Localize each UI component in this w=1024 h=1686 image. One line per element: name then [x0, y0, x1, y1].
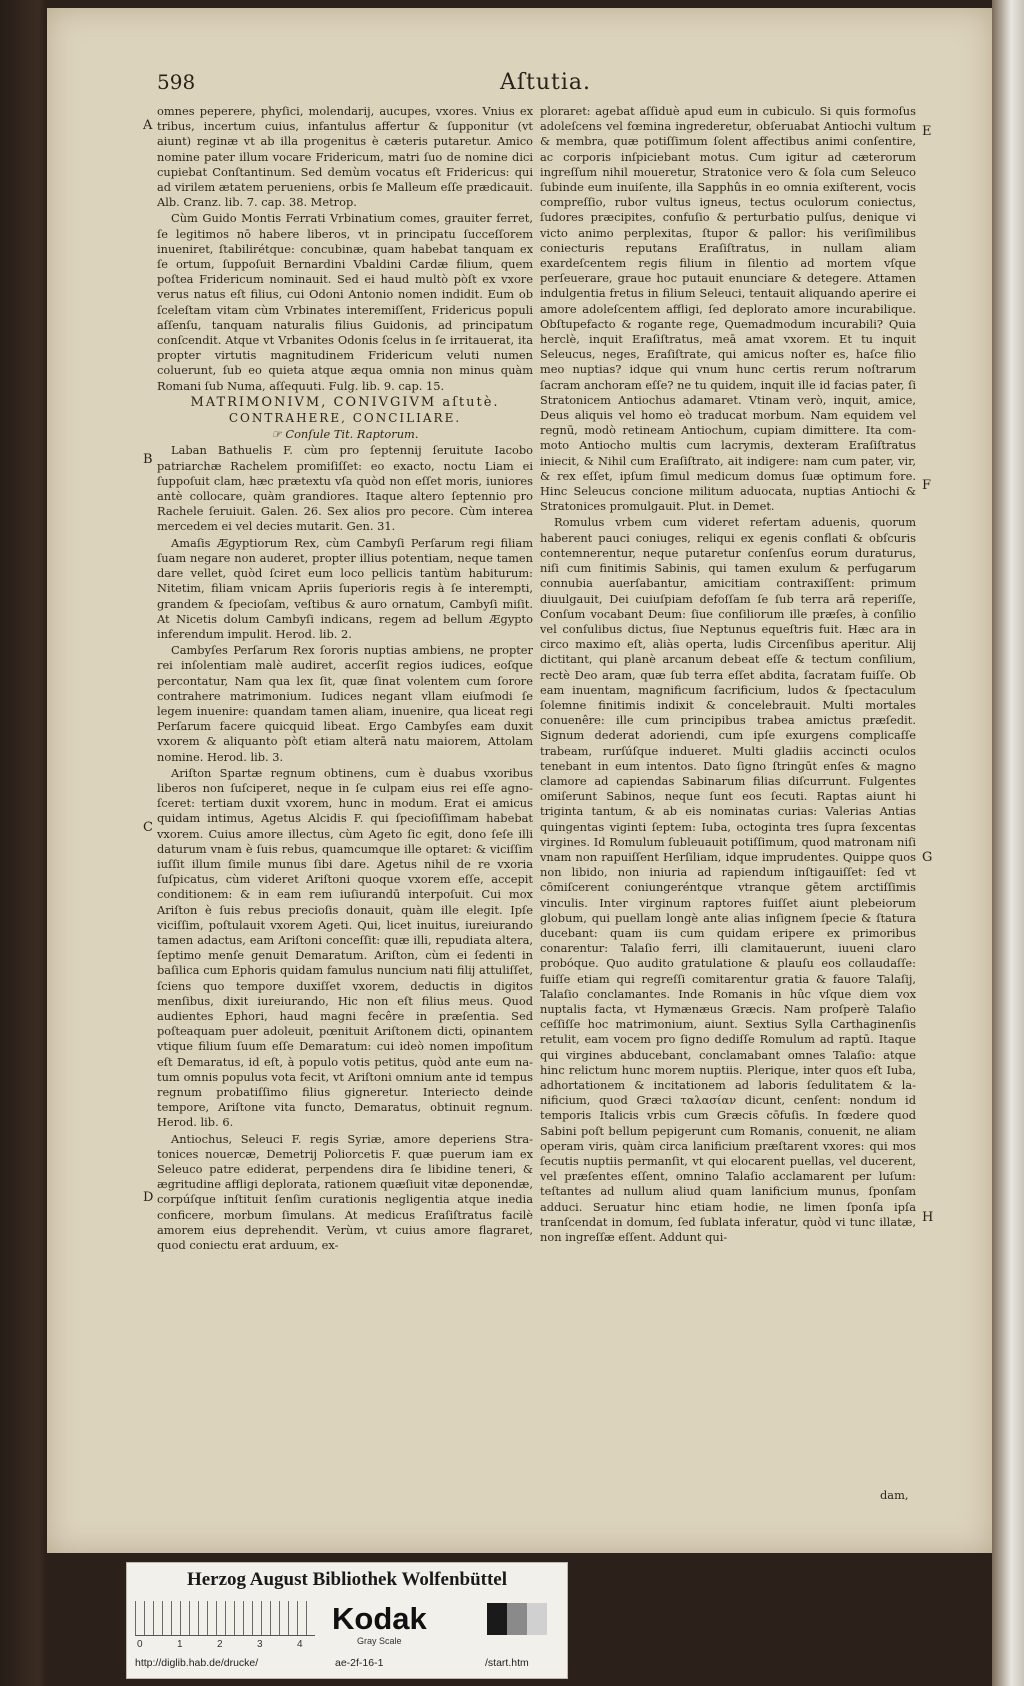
paragraph: Antiochus, Seleuci F. regis Syriæ, amore deperiens Stratonices nouercæ, Demetrij Poliorcetis F. quæ puerum iam ex Seleuco patre ediderat, perpendens dira ſe libidine teneri, & ægritudine affligi deplorata, rationem quæſiuit vitæ deponendæ, corpúſque inſtituit ſenſim curationis negligentia atque inedia conficere, morbum ſimulans. At medicus Eraſiſtratus facilè amorem eius deprehendit. Verùm, vt cuius amore flagraret, quod coniectu erat arduum, ex- [157, 1131, 533, 1253]
paragraph: Cùm Guido Montis Ferrati Vrbinatium comes, grauiter ferret, ſe legitimos nō habere liberos, vt in principatu ſucceſſorem inueniret, ſtabilirétque: concubinæ, quam habebat tanquam ex ſe ortum, ſuppoſuit Bernardini Vbaldini Cardæ filium, quem poſtea Fridericum nominauit. Sed ei haud multò pòſt ex vxore verus natus eſt filius, cui Odoni Antonio nomen indidit. Eum ob ſceleſtam vitam cùm Vrbinates interemiſſent, Fridericus populi aſſenſu, tanquam naturalis filius Guidonis, ad principatum conſcendit. Atque vt Vrbanites Odonis ſcelus in ſe irritauerat, ita propter virtutis magnitudinem Fridericum veluti numen coluerunt, ſub eo quieta atque æqua omnia non minus quàm Romani ſub Numa, aſſequuti. Fulg. lib. 9. cap. 15. [157, 211, 533, 393]
gray-swatch-black [487, 1603, 507, 1635]
section-heading: MATRIMONIVM, CONIVGIVM aſtutè. [190, 394, 500, 410]
ruler-number: 1 [177, 1639, 183, 1650]
folio-number: 598 [157, 70, 196, 94]
running-title: Aſtutia. [500, 70, 592, 95]
ruler-number: 0 [137, 1639, 143, 1650]
next-page-edge [992, 0, 1024, 1686]
ruler-number: 2 [217, 1639, 223, 1650]
margin-letter-c: C [143, 820, 153, 835]
start-link: /start.htm [485, 1657, 529, 1669]
paragraph: Romulus vrbem cum videret refertam aduenis, quorum haberent pauci coniuges, reliqui ex egenis conflati & obſcuris contemnerentur, neque putaretur conſenſus eorum duraturus, niſi cum finitimis Sabinis, qui tamen exulum & perfugarum connubia auerſabantur, amicitiam contraxiſſent: primum diuulgauit, Dei cuiuſpiam defoſſam ſe ſub terra arā reperiſſe, Conſum vocabant Deum: ſiue conſiliorum ille præſes, à conſilio vel conſulibus dictus, ſiue Neptunus equeſtris fuit. Hæc ara in circo maximo eſt, aliàs operta, ludis Circenſibus aperitur. Alij dictitant, qui planè arcanum debeat eſſe & tectum conſilium, rectè Deo aram, quæ ſub terra eſſet abdita, ſacratam fuiſſe. Ob eam inuentam, magnificum ſacrificium, ludos & ſpectaculum ſolemne finitimis indixit & concelebrauit. Multi mortales conuenêre: ille cum principibus trabea amictus præſedit. Signum dederat adoriendi, cum ipſe exurgens complicaſſe trabeam, rurſúſque indueret. Multi gladiis accincti oculos tenebant in eum intentos. Dato ſigno ſtringūt enſes & magno clamore ad capiendas Sabinarum filias diſcurrunt. Fulgentes omiſerunt Sabinos, neque ſunt eos ſecuti. Raptas aiunt hi triginta tantum, & ab eis nominatas curias: Valerias Antias quingentas viginti ſeptem: Iuba, octoginta tres ſupra ſexcentas virgines. Id Romulum ſubleuauit potiſſimum, quod matronam niſi vnam non rapuiſſent Herſiliam, idque imprudentes. Quippe quos non libido, non iniuria ad rapiendum inſtigauiſſet: ſed vt cōmiſcerent coniungeréntque vtranque gētem arctiſſimis vinculis. Inter virginum raptores fuiſſet aiunt plebeiorum globum, qui puellam longè ante alias inſignem ſpecie & ſtatura ducebant: quam iis cum quidam eripere ex primoribus conarentur: Talaſio ferri, illi clamitauerunt, iuueni claro probóque. Quo audito gratulatione & plauſu eos collaudaſſe: fuiſſe etiam qui regreſſi comitarentur gratia & fauore Talaſij, Talaſio conclamantes. Inde Romanis in hûc vſque diem vox nuptalis facta, vt Hymænæus Græcis. Nam proſperè Talaſio ceſſiſſe hoc matrimonium, aiunt. Sextius Sylla Carthaginenſis retulit, eam vocem pro ſigno dediſſe Romulum ad raptū. Itaque qui virgines abducebant, conclamabant omnes Talaſio: atque hinc relictum hunc morem nuptiis. Plerique, inter quos eſt Iuba, adhortationem & incitationem ad laboris ſedulitatem & lanificium, quod Græci ταλασίαν dicunt, cenſent: nondum id temporis Italicis vrbis cum Græcis cōfuſis. In fœdere quod Sabini poſt bellum pepigerunt cum Romanis, conuenit, ne aliam operam viris, quàm circa lanificium præſtarent vxores: qui mos ſecutis nuptiis permanſit, vt qui elocarent puellas, vel ducerent, vel præſentes eſſent, omnino Talaſio acclamarent per luſum: teſtantes ad nullum aliud quam lanificium munus, ſponſam adduci. Seruatur hinc etiam hodie, ne limen ſponſa ipſa tranſcendat in domum, ſed ſublata inferatur, quòd vi tunc illatæ, non ingreſſæ eſſent. Addunt qui- [540, 515, 916, 1245]
margin-letter-b: B [143, 452, 153, 467]
cross-reference: ☞ Conſule Tit. Raptorum. [271, 427, 419, 442]
margin-letter-a: A [143, 118, 153, 133]
ruler-number: 3 [257, 1639, 263, 1650]
paragraph: Cambyſes Perſarum Rex ſororis nuptias ambiens, ne propter rei inſolentiam malè audiret, accerſit regios iudices, eoſque percontatur, Nam qua lex ſit, quæ ſinat volentem cum ſorore contrahere matrimonium. Iudices negant vllam eiuſmodi ſe legem inuenire: quandam tamen aliam, inuenire, qua liceat regi Perſarum facere quicquid libeat. Ergo Cambyſes eam duxit vxorem & aliquanto pòſt etiam alterā natu maiorem, Attolam nomine. Herod. lib. 3. [157, 643, 533, 764]
margin-letter-d: D [143, 1190, 154, 1205]
gray-scale-label: Gray Scale [357, 1636, 402, 1646]
measurement-ruler [135, 1601, 315, 1636]
paragraph: ploraret: agebat aſſiduè apud eum in cubiculo. Si quis formoſus adoleſcens vel fœmina ingrederetur, obſeruabat Antiochi vultum & membra, quæ potiſſimum ſolent affectibus animi conſentire, ac corporis inſpiciebant motus. Cum igitur ad cæterorum ingreſſum nihil moueretur, Stratonice vero & ſola cum Seleuco ſubinde eum inuiſente, illa Sapphûs in eo omnia exiſterent, vocis compreſſio, rubor vultus igneus, tectus oculorum coniectus, ſudores præcipites, confuſio & perturbatio pulſus, denique vi victo animo perplexitas, ſtupor & pallor: his veriſimilibus coniecturis reputans Eraſiſtratus, in nullam aliam exardeſcentem regis filium in ſilentio ad mortem vſque perſeuerare, graue hoc putauit enunciare & detegere. Attamen indulgentia fretus in filium Seleuci, tentauit aliquando aperire ei amore adoleſcentem affligi, ſed deplorato amore incurabilique. Obſtupefacto & rogante rege, Quemadmodum incurabili? Quia herclè, inquit Eraſiſtratus, meā amat vxorem. Et tu inquit Seleucus, neges, Eraſiſtrate, qui amicus noſter es, haſce filio meo nuptias? idque qui vnum hunc certis rerum noſtrarum ſacram anchoram eſſe? ne tu quidem, inquit ille id facias pater, ſi Stratonicem Antiochus adamaret. Vtinam verò, inquit, amice, Deus aliquis vel homo eò traducat morbum. Nam equidem vel regnū, modò retineam Antiochum, cupiam dimittere. Ita commoto Antiocho multis cum lacrymis, dexteram Eraſiſtratus iniecit, & Nihil cum Eraſiſtrato, ait indigere: nam cum pater, vir, & rex eſſet, ipſum ſimul medicum domus ſuæ optimum fore. Hinc Seleucus concione militum aduocata, nuptias Antiochi & Stratonices promulgauit. Plut. in Demet. [540, 104, 916, 514]
library-name: Herzog August Bibliothek Wolfenbüttel [186, 1569, 508, 1590]
right-column [540, 104, 916, 1246]
margin-letter-g: G [922, 850, 933, 865]
catchword: dam, [880, 1488, 909, 1502]
margin-letter-f: F [922, 478, 932, 493]
paragraph: Ariſton Spartæ regnum obtinens, cum è duabus vxoribus liberos non ſuſciperet, neque in ſe culpam eius rei eſſe agnoſceret: tertiam duxit vxorem, hunc in modum. Erat ei amicus quidam intimus, Agetus Alcidis F. qui ſpecioſiſſimam habebat vxorem. Cuius amore illectus, cùm Ageto ſic egit, dono ſeſe illi daturum vnam è ſuis rebus, quamcumque ille optaret: & viciſſim iuſſit illum ſimile munus ſibi dare. Agetus nihil de re vxoria ſuſpicatus, cùm videret Ariſtoni quoque vxorem eſſe, accepit conditionem: & in eam rem iuſiurandū interpoſuit. Cui mox Ariſton è ſuis rebus precioſis donauit, quàm ille elegit. Ipſe viciſſim, poſtulauit vxorem Ageti. Qui, licet inuitus, iureiurando tamen adactus, eam Ariſtoni conceſſit: quæ illi, repudiata altera, ſeptimo menſe genuit Demaratum. Ariſton, cùm ei ſedenti in baſilica cum Ephoris quidam famulus nuncium nati filij attuliſſet, ſciens quo tempore duxiſſet vxorem, deductis in digitos menſibus, dixit iureiurando, Hic non eſt filius meus. Quod audientes Ephori, haud magni fecêre in præſentia. Sed poſteaquam puer adoleuit, pœnituit Ariſtonem dicti, opinantem vtique filium ſuum eſſe Demaratum: cui ideò nomen impoſitum eſt Demaratus, id eſt, à populo votis petitus, quòd ante eum natum omnis populus vota fecit, vt Ariſtoni omnium ante id tempus regnum probatiſſimo filius gigneretur. Interiecto deinde tempore, Ariſtone vita functo, Demaratus, obtinuit regnum. Herod. lib. 6. [157, 765, 533, 1130]
gray-swatch-light [527, 1603, 547, 1635]
library-footer [126, 1562, 568, 1679]
left-column [157, 104, 533, 1254]
kodak-logo: Kodak [332, 1601, 427, 1636]
gray-swatch-mid [507, 1603, 527, 1635]
margin-letter-e: E [922, 124, 932, 139]
source-url: http://diglib.hab.de/drucke/ [135, 1657, 259, 1669]
ruler-number: 4 [297, 1639, 303, 1650]
shelfmark: ae-2f-16-1 [335, 1657, 384, 1669]
paragraph: Amaſis Ægyptiorum Rex, cùm Cambyſi Perſarum regi filiam ſuam negare non auderet, propter illius potentiam, neque tamen dare vellet, quòd ſciret eum loco pellicis tantùm habiturum: Nitetim, filiam vnicam Apriis ſuperioris regis à ſe interempti, grandem & ſpecioſam, veſtibus & auro ornatum, Cambyſi miſit. At Nicetis dolum Cambyſi indicans, regem ad bellum Ægypto inferendum impulit. Herod. lib. 2. [157, 535, 533, 641]
margin-letter-h: H [922, 1210, 934, 1225]
paragraph: omnes peperere, phyſici, molendarij, aucupes, vxores. Vnius ex tribus, incertum cuius, infantulus affertur & ſupponitur (vt aiunt) reginæ vt ab illa progenitus è cæteris putaretur. Amico nomine pater illum vocare Fridericum, matri ſuo de nomine dici cupiebat Conſtantinum. Sed demùm vocatus eſt Fridericus: qui ad virilem ætatem perueniens, orbis ſe Malleum eſſe prædicauit. Alb. Cranz. lib. 7. cap. 38. Metrop. [157, 104, 533, 210]
page-header [157, 70, 917, 100]
section-subheading: CONTRAHERE, CONCILIARE. [228, 411, 462, 426]
paragraph: Laban Bathuelis F. cùm pro ſeptennij ſeruitute Iacobo patriarchæ Rachelem promiſiſſet: eo exacto, noctu Liam ei ſuppoſuit clam, hæc prætextu vſa quòd non eſſet moris, iuniores antè collocare, quàm grandiores. Itaque altero ſeptennio pro Rachele ſeruiuit. Galen. 26. Sex alios pro pecore. Cùm interea mercedem ei vel decies mutarit. Gen. 31. [157, 443, 533, 534]
